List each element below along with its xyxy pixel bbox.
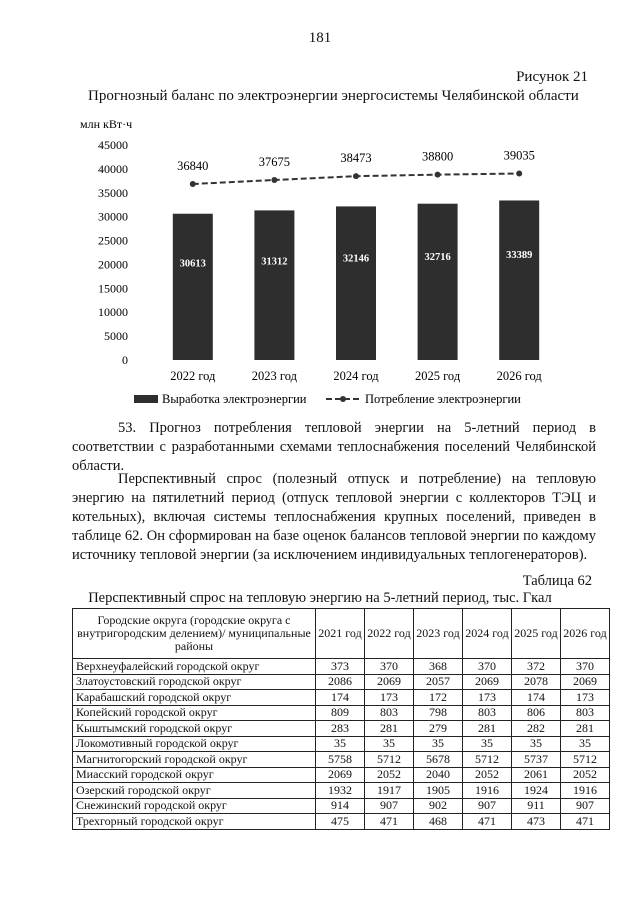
table-cell-value: 5678 [414, 752, 463, 768]
y-tick-label: 20000 [98, 257, 128, 272]
y-tick-label: 40000 [98, 161, 128, 176]
table-cell-value: 370 [463, 659, 512, 675]
x-tick-label: 2025 год [414, 369, 461, 383]
table-cell-value: 1924 [512, 783, 561, 799]
table-cell-value: 279 [414, 721, 463, 737]
bar-value-label: 30613 [179, 258, 206, 270]
bar [418, 204, 458, 360]
table-cell-value: 2040 [414, 767, 463, 783]
line-value-label: 38473 [340, 151, 372, 166]
consumption-point [271, 177, 277, 183]
y-axis-unit-label: млн кВт·ч [80, 117, 133, 131]
bar [499, 200, 539, 360]
table-cell-value: 471 [463, 814, 512, 830]
table-row [73, 783, 610, 799]
table-row [73, 752, 610, 768]
municipality-name: Копейский городской округ [73, 705, 316, 721]
table-cell-value: 2061 [512, 767, 561, 783]
table-cell-value: 35 [561, 736, 610, 752]
municipality-name: Карабашский городской округ [73, 690, 316, 706]
header-year: 2023 год [414, 609, 463, 659]
table-cell-value: 2069 [316, 767, 365, 783]
table-cell-value: 1917 [365, 783, 414, 799]
table-cell-value: 373 [316, 659, 365, 675]
municipality-name: Миасский городской округ [73, 767, 316, 783]
table-cell-value: 5737 [512, 752, 561, 768]
header-year: 2025 год [512, 609, 561, 659]
table-cell-value: 372 [512, 659, 561, 675]
table-cell-value: 35 [414, 736, 463, 752]
table-row [73, 705, 610, 721]
bar [336, 206, 376, 360]
page-number: 181 [308, 30, 332, 46]
line-value-label: 37675 [258, 154, 291, 169]
y-tick-label: 0 [122, 353, 128, 367]
consumption-point [435, 172, 441, 178]
table-row [73, 690, 610, 706]
y-tick-label: 30000 [98, 209, 128, 224]
table-cell-value: 2069 [365, 674, 414, 690]
table-cell-value: 368 [414, 659, 463, 675]
table-cell-value: 475 [316, 814, 365, 830]
header-year: 2022 год [365, 609, 414, 659]
table-cell-value: 2057 [414, 674, 463, 690]
line-value-label: 36840 [177, 158, 209, 173]
table-cell-value: 283 [316, 721, 365, 737]
legend-bar-swatch [134, 395, 158, 403]
x-tick-label: 2026 год [496, 369, 542, 383]
table-cell-value: 2078 [512, 674, 561, 690]
table-row [73, 767, 610, 783]
figure-label: Рисунок 21 [516, 69, 588, 85]
table-body [73, 659, 610, 830]
table-cell-value: 35 [365, 736, 414, 752]
bar-value-label: 31312 [261, 256, 288, 268]
table-row [73, 736, 610, 752]
table-row [73, 814, 610, 830]
consumption-point [190, 181, 196, 187]
table-cell-value: 803 [463, 705, 512, 721]
x-tick-label: 2024 год [333, 369, 379, 383]
table-cell-value: 5758 [316, 752, 365, 768]
line-value-label: 39035 [503, 148, 535, 163]
municipality-name: Локомотивный городской округ [73, 736, 316, 752]
table-cell-value: 2052 [365, 767, 414, 783]
table-cell-value: 35 [316, 736, 365, 752]
table-label: Таблица 62 [522, 573, 592, 589]
table-cell-value: 907 [463, 798, 512, 814]
table-cell-value: 282 [512, 721, 561, 737]
legend-bar-label: Выработка электроэнергии [162, 392, 307, 406]
table-cell-value: 473 [512, 814, 561, 830]
table-cell-value: 911 [512, 798, 561, 814]
table-cell-value: 5712 [463, 752, 512, 768]
bar [173, 214, 213, 360]
municipality-name: Озерский городской округ [73, 783, 316, 799]
table-cell-value: 173 [463, 690, 512, 706]
table-cell-value: 2052 [463, 767, 512, 783]
electricity-balance-chart [70, 112, 570, 412]
x-tick-label: 2022 год [170, 369, 216, 383]
table-cell-value: 914 [316, 798, 365, 814]
municipality-name: Кыштымский городской округ [73, 721, 316, 737]
header-year: 2026 год [561, 609, 610, 659]
header-year: 2024 год [463, 609, 512, 659]
table-cell-value: 803 [561, 705, 610, 721]
table-cell-value: 173 [561, 690, 610, 706]
table-cell-value: 907 [365, 798, 414, 814]
table-cell-value: 281 [365, 721, 414, 737]
legend-line-label: Потребление электроэнергии [365, 392, 521, 406]
table-row [73, 659, 610, 675]
table-cell-value: 173 [365, 690, 414, 706]
table-cell-value: 281 [561, 721, 610, 737]
table-cell-value: 172 [414, 690, 463, 706]
table-cell-value: 1916 [561, 783, 610, 799]
municipality-name: Магнитогорский городской округ [73, 752, 316, 768]
table-cell-value: 1916 [463, 783, 512, 799]
line-value-label: 38800 [421, 149, 454, 164]
municipality-name: Верхнеуфалейский городской округ [73, 659, 316, 675]
legend-line-marker [340, 396, 346, 402]
header-municipality: Городские округа (городские округа с внутригородским делением)/ муниципальные районы [73, 609, 316, 659]
bar-value-label: 32146 [342, 253, 370, 265]
table-cell-value: 2052 [561, 767, 610, 783]
table-title: Перспективный спрос на тепловую энергию на 5-летний период, тыс. Гкал [88, 590, 552, 606]
table-cell-value: 2086 [316, 674, 365, 690]
table-cell-value: 35 [463, 736, 512, 752]
table-cell-value: 1932 [316, 783, 365, 799]
municipality-name: Снежинский городской округ [73, 798, 316, 814]
y-tick-label: 25000 [98, 233, 128, 248]
table-cell-value: 803 [365, 705, 414, 721]
table-cell-value: 471 [365, 814, 414, 830]
bar-value-label: 33389 [506, 249, 533, 261]
heat-demand-table [72, 608, 610, 830]
header-year: 2021 год [316, 609, 365, 659]
paragraph-demand: Перспективный спрос (полезный отпуск и потребление) на тепловую энергию на пятилетний период (отпуск тепловой энергии с коллекторов ТЭЦ и котельных), включая системы теплоснабжения крупных поселений, приведен в таблице 62. Он сформирован на базе оценок балансов тепловой энергии по каждому источнику тепловой энергии (за исключением индивидуальных теплогенераторов). [72, 471, 596, 563]
table-cell-value: 5712 [561, 752, 610, 768]
table-row [73, 721, 610, 737]
table-row [73, 798, 610, 814]
table-cell-value: 174 [316, 690, 365, 706]
table-cell-value: 5712 [365, 752, 414, 768]
table-cell-value: 370 [561, 659, 610, 675]
bar-value-label: 32716 [424, 251, 451, 263]
y-tick-label: 15000 [98, 281, 128, 296]
table-cell-value: 35 [512, 736, 561, 752]
table-cell-value: 806 [512, 705, 561, 721]
paragraph-53: 53. Прогноз потребления тепловой энергии на 5-летний период в соответствии с разработанными схемами теплоснабжения поселений Челябинской области. [72, 420, 596, 474]
y-tick-label: 10000 [98, 305, 128, 320]
bar [254, 210, 294, 360]
table-cell-value: 174 [512, 690, 561, 706]
table-cell-value: 1905 [414, 783, 463, 799]
x-tick-label: 2023 год [251, 369, 298, 383]
municipality-name: Златоустовский городской округ [73, 674, 316, 690]
table-cell-value: 2069 [561, 674, 610, 690]
y-tick-label: 45000 [98, 138, 128, 152]
table-cell-value: 281 [463, 721, 512, 737]
table-cell-value: 370 [365, 659, 414, 675]
table-cell-value: 907 [561, 798, 610, 814]
table-cell-value: 471 [561, 814, 610, 830]
table-cell-value: 902 [414, 798, 463, 814]
table-cell-value: 468 [414, 814, 463, 830]
y-tick-label: 5000 [104, 329, 128, 344]
table-cell-value: 798 [414, 705, 463, 721]
municipality-name: Трехгорный городской округ [73, 814, 316, 830]
table-row [73, 674, 610, 690]
y-tick-label: 35000 [98, 185, 128, 200]
figure-title: Прогнозный баланс по электроэнергии энергосистемы Челябинской области [88, 88, 579, 104]
table-cell-value: 809 [316, 705, 365, 721]
table-cell-value: 2069 [463, 674, 512, 690]
consumption-point [353, 173, 359, 179]
consumption-point [516, 170, 522, 176]
